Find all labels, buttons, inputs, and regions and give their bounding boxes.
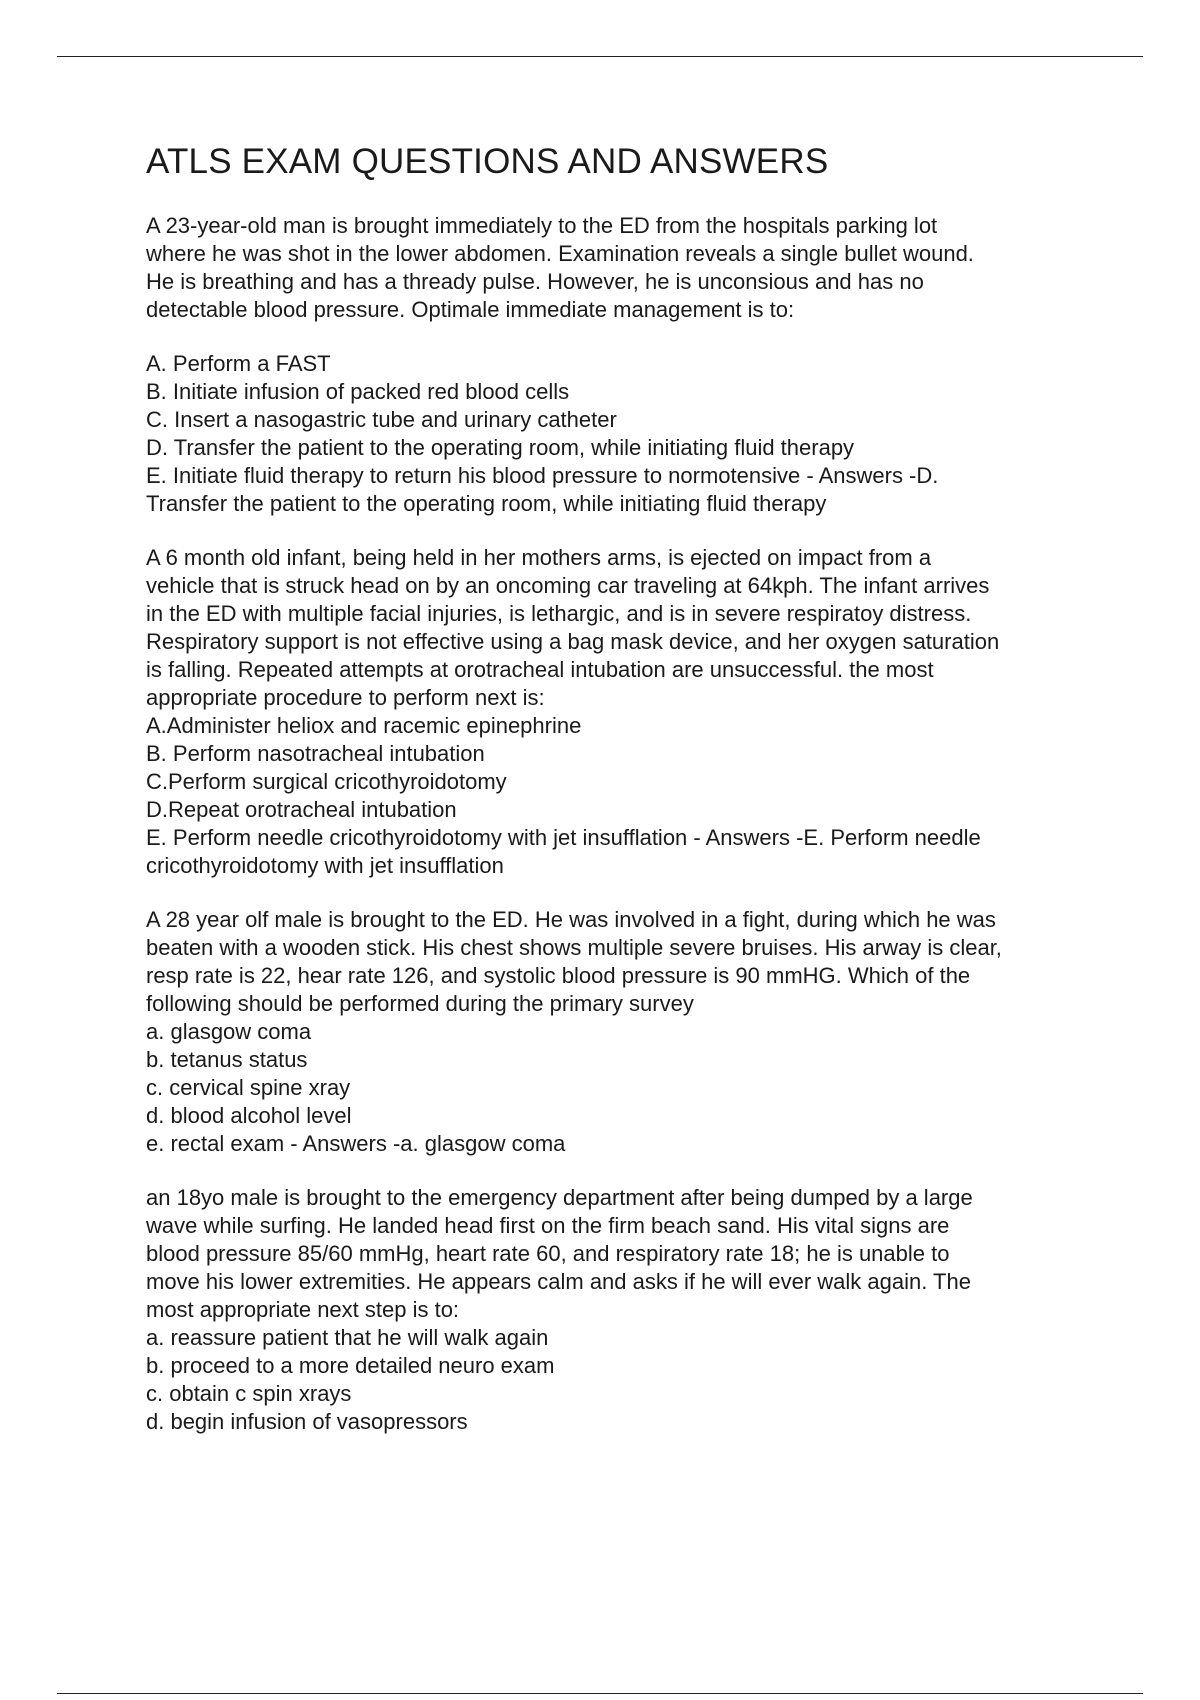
option-line: b. proceed to a more detailed neuro exam bbox=[146, 1353, 555, 1378]
text-line: vehicle that is struck head on by an oncoming car traveling at 64kph. The infant arrives bbox=[146, 573, 990, 598]
option-line: D.Repeat orotracheal intubation bbox=[146, 797, 457, 822]
header-rule bbox=[57, 56, 1143, 57]
option-line: C.Perform surgical cricothyroidotomy bbox=[146, 769, 507, 794]
text-line: an 18yo male is brought to the emergency department after being dumped by a large bbox=[146, 1185, 973, 1210]
option-line: B. Initiate infusion of packed red blood cells bbox=[146, 379, 570, 404]
option-line: c. cervical spine xray bbox=[146, 1075, 351, 1100]
document-title: ATLS EXAM QUESTIONS AND ANSWERS bbox=[146, 142, 829, 181]
answer-line: e. rectal exam - Answers -a. glasgow coma bbox=[146, 1131, 566, 1156]
text-line: A 28 year olf male is brought to the ED. He was involved in a fight, during which he was bbox=[146, 907, 996, 932]
option-line: E. Initiate fluid therapy to return his blood pressure to normotensive - Answers -D. bbox=[146, 463, 939, 488]
option-line: d. blood alcohol level bbox=[146, 1103, 352, 1128]
text-line: A 23-year-old man is brought immediately to the ED from the hospitals parking lot bbox=[146, 213, 938, 238]
option-line: b. tetanus status bbox=[146, 1047, 308, 1072]
text-line: following should be performed during the primary survey bbox=[146, 991, 694, 1016]
question-1-options bbox=[146, 350, 1106, 518]
question-4 bbox=[146, 1184, 1106, 1436]
text-line: move his lower extremities. He appears calm and asks if he will ever walk again. The bbox=[146, 1269, 971, 1294]
option-line: E. Perform needle cricothyroidotomy with jet insufflation - Answers -E. Perform needle bbox=[146, 825, 981, 850]
option-line: A.Administer heliox and racemic epinephrine bbox=[146, 713, 582, 738]
text-line: in the ED with multiple facial injuries, is lethargic, and is in severe respiratoy distress. bbox=[146, 601, 972, 626]
text-line: most appropriate next step is to: bbox=[146, 1297, 460, 1322]
option-line: B. Perform nasotracheal intubation bbox=[146, 741, 485, 766]
document-body bbox=[146, 140, 1106, 1436]
text-line: wave while surfing. He landed head first on the firm beach sand. His vital signs are bbox=[146, 1213, 950, 1238]
option-line: D. Transfer the patient to the operating room, while initiating fluid therapy bbox=[146, 435, 855, 460]
text-line: beaten with a wooden stick. His chest shows multiple severe bruises. His arway is clear, bbox=[146, 935, 1002, 960]
option-line: d. begin infusion of vasopressors bbox=[146, 1409, 468, 1434]
text-line: A 6 month old infant, being held in her mothers arms, is ejected on impact from a bbox=[146, 545, 932, 570]
text-line: detectable blood pressure. Optimale immediate management is to: bbox=[146, 297, 795, 322]
question-1-stem bbox=[146, 212, 1106, 324]
text-line: where he was shot in the lower abdomen. Examination reveals a single bullet wound. bbox=[146, 241, 974, 266]
answer-line: Transfer the patient to the operating room, while initiating fluid therapy bbox=[146, 491, 827, 516]
option-line: C. Insert a nasogastric tube and urinary catheter bbox=[146, 407, 617, 432]
option-line: a. reassure patient that he will walk again bbox=[146, 1325, 549, 1350]
text-line: appropriate procedure to perform next is: bbox=[146, 685, 545, 710]
footer-rule bbox=[57, 1693, 1143, 1694]
option-line: A. Perform a FAST bbox=[146, 351, 331, 376]
text-line: Respiratory support is not effective using a bag mask device, and her oxygen saturation bbox=[146, 629, 1000, 654]
question-3 bbox=[146, 906, 1106, 1158]
text-line: He is breathing and has a thready pulse. However, he is unconsious and has no bbox=[146, 269, 924, 294]
option-line: a. glasgow coma bbox=[146, 1019, 312, 1044]
answer-line: cricothyroidotomy with jet insufflation bbox=[146, 853, 504, 878]
option-line: c. obtain c spin xrays bbox=[146, 1381, 352, 1406]
text-line: resp rate is 22, hear rate 126, and systolic blood pressure is 90 mmHG. Which of the bbox=[146, 963, 971, 988]
text-line: blood pressure 85/60 mmHg, heart rate 60, and respiratory rate 18; he is unable to bbox=[146, 1241, 950, 1266]
text-line: is falling. Repeated attempts at orotracheal intubation are unsuccessful. the most bbox=[146, 657, 934, 682]
question-2 bbox=[146, 544, 1106, 880]
